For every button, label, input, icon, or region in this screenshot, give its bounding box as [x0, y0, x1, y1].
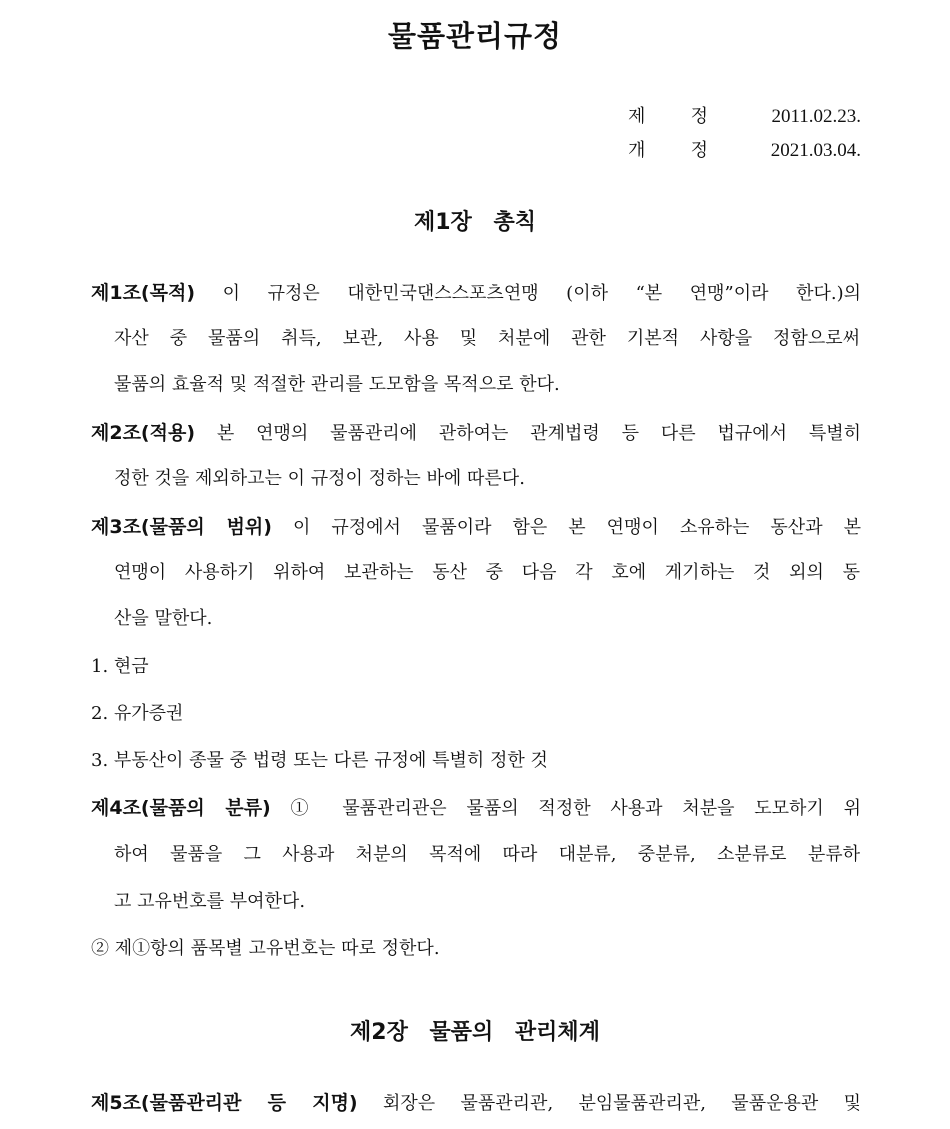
article-4-line-3: 고 고유번호를 부여한다.	[114, 891, 306, 912]
amendment-row	[620, 138, 865, 164]
document-title: 물품관리규정	[387, 19, 563, 53]
article-4-line-1: 제4조(물품의 분류) ① 물품관리관은 물품의 적정한 사용과 처분을 도모하기 위	[91, 797, 861, 819]
article-3-line-2: 연맹이 사용하기 위하여 보관하는 동산 중 다음 각 호에 게기하는 것 외의 동	[114, 562, 860, 583]
article-3-heading: 제3조(물품의 범위)	[91, 516, 272, 538]
article-2-line-2: 정한 것을 제외하고는 이 규정이 정하는 바에 따른다.	[114, 468, 525, 489]
article-5-line-1: 제5조(물품관리관 등 지명) 회장은 물품관리관, 분임물품관리관, 물품운용관 및	[91, 1092, 861, 1114]
amendment-label: 개 정	[628, 140, 708, 161]
article-1-heading: 제1조(목적)	[91, 282, 196, 304]
article-1-line-2: 자산 중 물품의 취득, 보관, 사용 및 처분에 관한 기본적 사항을 정함으로써	[114, 328, 860, 349]
article-3-line-3: 산을 말한다.	[114, 608, 213, 629]
article-4-line-2: 하여 물품을 그 사용과 처분의 목적에 따라 대분류, 중분류, 소분류로 분류하	[114, 844, 860, 865]
enactment-row	[620, 104, 865, 130]
article-4-heading: 제4조(물품의 분류)	[91, 797, 271, 819]
article-1-line-3: 물품의 효율적 및 적절한 관리를 도모함을 목적으로 한다.	[114, 374, 560, 395]
article-5-heading: 제5조(물품관리관 등 지명)	[91, 1092, 358, 1114]
chapter-1-title: 제1장 총칙	[414, 210, 536, 235]
article-1-line-1: 제1조(목적) 이 규정은 대한민국댄스스포츠연맹 (이하 “본 연맹”이라 한다.)의	[91, 282, 861, 304]
article-3-line-1: 제3조(물품의 범위) 이 규정에서 물품이라 함은 본 연맹이 소유하는 동산과 본	[91, 516, 861, 538]
article-3-item-3: 3. 부동산이 종물 중 법령 또는 다른 규정에 특별히 정한 것	[91, 750, 548, 771]
article-2-line-1: 제2조(적용) 본 연맹의 물품관리에 관하여는 관계법령 등 다른 법규에서 특별히	[91, 422, 861, 444]
article-3-item-2: 2. 유가증권	[91, 703, 184, 724]
article-2-heading: 제2조(적용)	[91, 422, 196, 444]
enactment-date: 2011.02.23.	[771, 106, 861, 127]
article-3-item-1: 1. 현금	[91, 656, 149, 677]
chapter-2-title: 제2장 물품의 관리체계	[350, 1020, 600, 1045]
enactment-label: 제 정	[628, 106, 708, 127]
amendment-date: 2021.03.04.	[770, 140, 861, 161]
article-4-paragraph-2: ② 제①항의 품목별 고유번호는 따로 정한다.	[91, 938, 440, 959]
